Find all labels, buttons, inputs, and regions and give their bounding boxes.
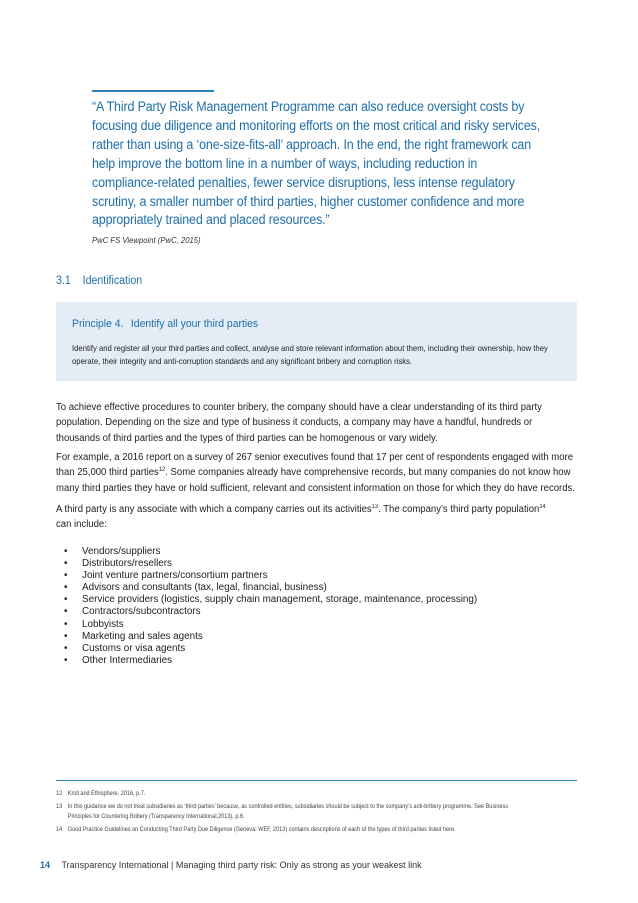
bullet-icon: • — [64, 570, 68, 582]
bullet-icon: • — [64, 546, 68, 557]
bullet-icon: • — [64, 630, 68, 642]
list-item: • Other Intermediaries — [64, 654, 173, 666]
principle-text: Identify and register all your third parties and collect, analyse and store relevant information about them, including their ownership, how they operate, their integrity and anti-corruption standards and any significant bribery and corruption risks. — [72, 343, 548, 366]
section-title: Identification — [82, 275, 143, 287]
body-text: For example, a 2016 report on a survey of 267 senior executives found that 17 per cent of respondents engaged with more than 25,000 third parties — [56, 452, 574, 479]
footnote-ref-13[interactable]: 13 — [371, 504, 379, 510]
list-item: • Lobbyists — [64, 618, 124, 630]
page-number: 14 — [40, 860, 51, 871]
footnote-13: 13 In this guidance we do not treat subsidiaries as ‘third parties’ because, as controlled entities, subsidiaries should be subject to the company’s anti-bribery programme. See Business Principles for Countering Bribery (Transparency International,2013), p.6. — [56, 803, 509, 820]
quote-rule — [92, 90, 214, 92]
page-footer — [40, 860, 422, 871]
principle-box — [56, 302, 577, 381]
section-number: 3.1 — [56, 275, 71, 287]
body-text: . The company’s third party population — [378, 504, 540, 515]
principle-title: Identify all your third parties — [130, 318, 259, 330]
bullet-icon: • — [64, 642, 68, 654]
list-item: • Distributors/resellers — [64, 558, 172, 570]
list-item: • Customs or visa agents — [64, 642, 186, 654]
footnote-14: 14 Good Practice Guidelines on Conducting Third Party Due Diligence (Geneva: WEF, 2013) contains descriptions of each of the types of third parties listed here. — [56, 826, 456, 833]
bullet-icon: • — [64, 654, 68, 666]
list-item: • Advisors and consultants (tax, legal, financial, business) — [64, 582, 327, 594]
list-item: • Joint venture partners/consortium partners — [64, 570, 268, 582]
body-text: can include: — [56, 519, 107, 531]
quote-source: PwC FS Viewpoint (PwC, 2015) — [92, 235, 201, 245]
list-item: • Marketing and sales agents — [64, 630, 203, 642]
list-item: • Contractors/subcontractors — [64, 606, 201, 618]
list-item: • Vendors/suppliers — [64, 546, 161, 557]
footnote-ref-14[interactable]: 14 — [539, 504, 546, 510]
pull-quote: “A Third Party Risk Management Programme can also reduce oversight costs by focusing due diligence and monitoring efforts on the most critical and risky services, rather than using a ‘one-size-fits-all’ approach. In the end, the right framework can help improve the bottom line in a number of ways, including reduction in compliance-related penalties, fewer service disruptions, less intense regulatory scrutiny, a smaller number of third parties, higher customer confidence and more appropriately trained and placed resources.” — [92, 99, 541, 228]
bullet-icon: • — [64, 618, 68, 630]
footnotes — [56, 789, 526, 838]
third-party-list — [64, 546, 477, 667]
list-item: • Service providers (logistics, supply chain management, storage, maintenance, processing) — [64, 594, 478, 606]
footer-text: Transparency International | Managing third party risk: Only as strong as your weakest link — [61, 860, 422, 871]
body-paragraph-1: To achieve effective procedures to counter bribery, the company should have a clear understanding of its third party population. Depending on the size and type of business it conducts, a company may have a handful, hundreds or thousands of third parties and the types of third parties can be homogenous or vary widely. — [56, 402, 542, 444]
body-text: A third party is any associate with which a company carries out its activities — [56, 504, 372, 515]
body-paragraph-2 — [56, 450, 577, 496]
section-heading — [56, 275, 142, 287]
bullet-icon: • — [64, 606, 68, 618]
principle-heading — [72, 318, 258, 330]
body-text: . Some companies already have comprehensive records, but many companies do not know how many third parties they have or hold sufficient, relevant and consistent information on those for which they do have records. — [56, 467, 575, 494]
body-paragraph-3 — [56, 502, 577, 533]
bullet-icon: • — [64, 582, 68, 594]
footnote-12: 12 Kroll and Ethisphere, 2016, p.7. — [56, 790, 146, 797]
footnote-ref-12[interactable]: 12 — [158, 467, 166, 474]
bullet-icon: • — [64, 594, 68, 606]
principle-number: Principle 4. — [72, 318, 124, 330]
bullet-icon: • — [64, 558, 68, 570]
footnote-rule — [56, 780, 577, 781]
